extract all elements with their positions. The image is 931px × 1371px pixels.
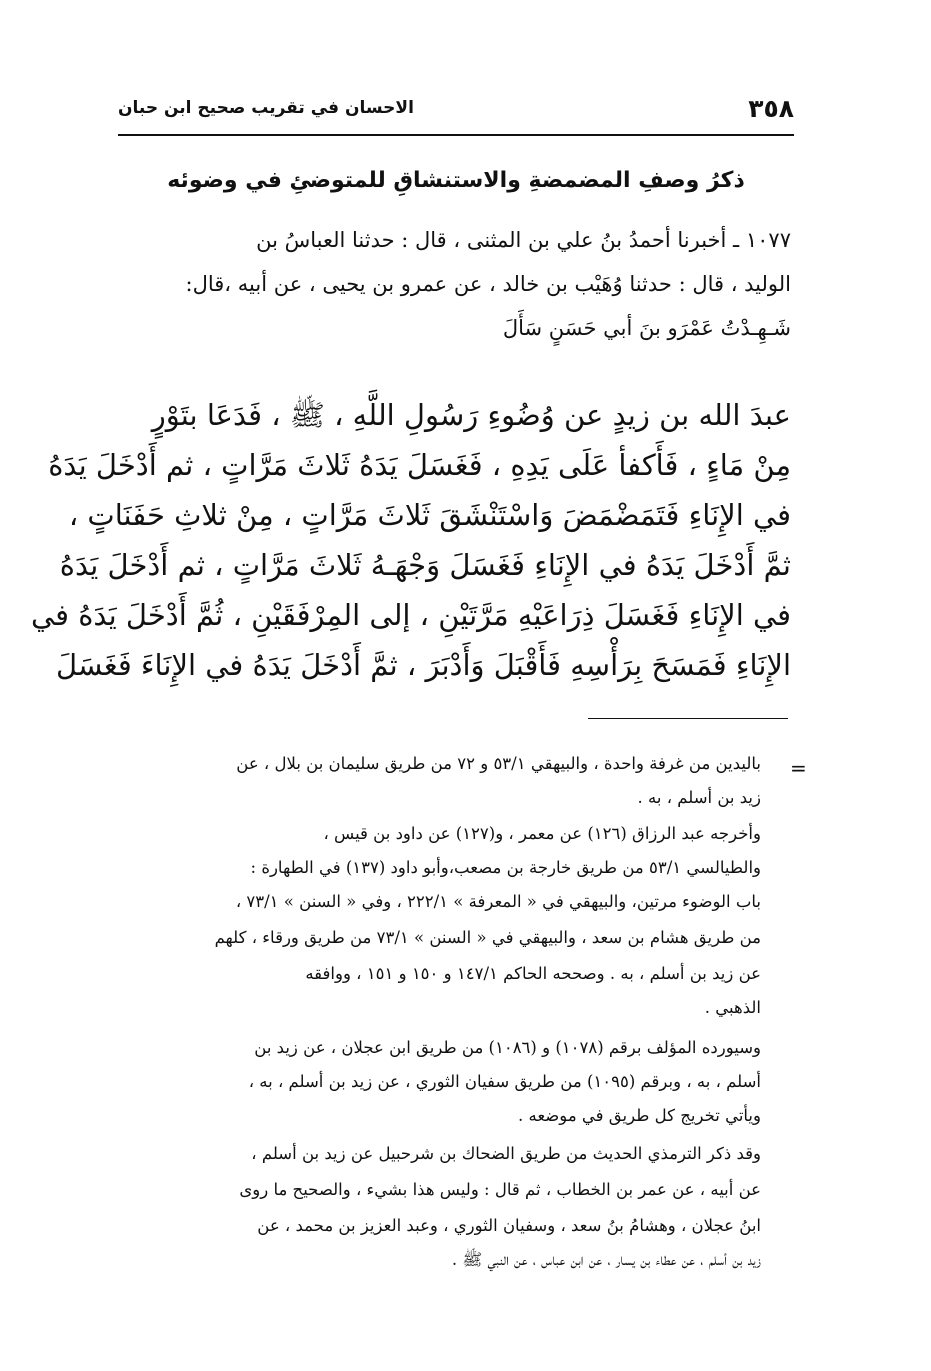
page-number: ٣٥٨ [748, 94, 794, 123]
page-header [118, 92, 794, 132]
isnad-line: الوليد ، قال : حدثنا وُهَيْب بن خالد ، عن عمرو بن يحيى ، عن أبيه ،قال: [185, 272, 791, 296]
footnote-line: من طريق هشام بن سعد ، والبيهقي في « السنن » ٧٣/١ من طريق ورقاء ، كلهم [214, 928, 761, 947]
section-title: ذكرُ وصفِ المضمضةِ والاستنشاقِ للمتوضئِ في وضوئه [167, 168, 745, 193]
footnote-line: وسيورده المؤلف برقم (١٠٧٨) و (١٠٨٦) من طريق ابن عجلان ، عن زيد بن [254, 1038, 761, 1057]
isnad-line: ١٠٧٧ ـ أخبرنا أحمدُ بنُ علي بن المثنى ، قال : حدثنا العباسُ بن [256, 228, 791, 252]
header-rule [118, 134, 794, 136]
matn-line: مِنْ مَاءٍ ، فَأَكفأ عَلَى يَدِهِ ، فَغَسَلَ يَدَهُ ثَلاثَ مَرَّاتٍ ، ثم أَدْخَلَ يَدَهُ [48, 448, 791, 482]
matn-line: عبدَ الله بن زيدٍ عن وُضُوءِ رَسُولِ اللَّهِ ، ﷺ ، فَدَعَا بتَوْرٍ [151, 398, 791, 432]
footnote-line: وأخرجه عبد الرزاق (١٢٦) عن معمر ، و(١٢٧) عن داود بن قيس ، [323, 824, 761, 843]
matn-line: الإِنَاءِ فَمَسَحَ بِرَأْسِهِ فَأَقْبَلَ وَأَدْبَرَ ، ثمَّ أَدْخَلَ يَدَهُ في الإِنَاءَ فَغَسَلَ [56, 648, 791, 682]
footnote-line: وقد ذكر الترمذي الحديث من طريق الضحاك بن شرحبيل عن زيد بن أسلم ، [251, 1144, 761, 1163]
footnote-line: أسلم ، به ، وبرقم (١٠٩٥) من طريق سفيان الثوري ، عن زيد بن أسلم ، به ، [248, 1072, 761, 1091]
matn-line: في الإِنَاءِ فَغَسَلَ ذِرَاعَيْهِ مَرَّتَيْنِ ، إلى المِرْفَقَيْنِ ، ثُمَّ أَدْخَلَ يَدَهُ في [30, 598, 791, 632]
isnad-line: شَـهِـدْتُ عَمْرَو بنَ أبي حَسَنٍ سَأَلَ [502, 316, 791, 340]
footnote-line: زيد بن أسلم ، به . [637, 788, 761, 807]
footnote-separator [588, 718, 788, 719]
footnote-line: باب الوضوء مرتين، والبيهقي في « المعرفة » ٢٢٢/١ ، وفي « السنن » ٧٣/١ ، [235, 892, 761, 911]
running-title: الاحسان في تقريب صحيح ابن حبان [118, 98, 414, 118]
footnote-line: الذهبي . [704, 998, 761, 1017]
footnote-line: ويأتي تخريج كل طريق في موضعه . [518, 1106, 761, 1125]
footnote-line: باليدين من غرفة واحدة ، والبيهقي ٥٣/١ و ٧٢ من طريق سليمان بن بلال ، عن [236, 754, 761, 773]
matn-line: ثمَّ أَدْخَلَ يَدَهُ في الإِنَاءِ فَغَسَلَ وَجْهَـهُ ثَلاثَ مَرَّاتٍ ، ثم أَدْخَلَ يَدَهُ [59, 548, 791, 582]
footnote-line: زيد بن أسلم ، عن عطاء بن يسار ، عن ابن عباس ، عن النبي ﷺ . [451, 1250, 761, 1269]
footnote-continuation-mark: = [790, 756, 807, 780]
footnote-line: عن أبيه ، عن عمر بن الخطاب ، ثم قال : وليس هذا بشيء ، والصحيح ما روى [239, 1180, 761, 1199]
matn-line: في الإِنَاءِ فَتَمَضْمَضَ وَاسْتَنْشَقَ ثَلاثَ مَرَّاتٍ ، مِنْ ثلاثِ حَفَنَاتٍ ، [68, 498, 791, 532]
footnote-line: ابنُ عجلان ، وهشامُ بنُ سعد ، وسفيان الثوري ، وعبد العزيز بن محمد ، عن [257, 1216, 761, 1235]
footnote-line: والطيالسي ٥٣/١ من طريق خارجة بن مصعب،وأبو داود (١٣٧) في الطهارة : [250, 858, 761, 877]
footnote-line: عن زيد بن أسلم ، به . وصححه الحاكم ١٤٧/١ و ١٥٠ و ١٥١ ، ووافقه [305, 964, 761, 983]
